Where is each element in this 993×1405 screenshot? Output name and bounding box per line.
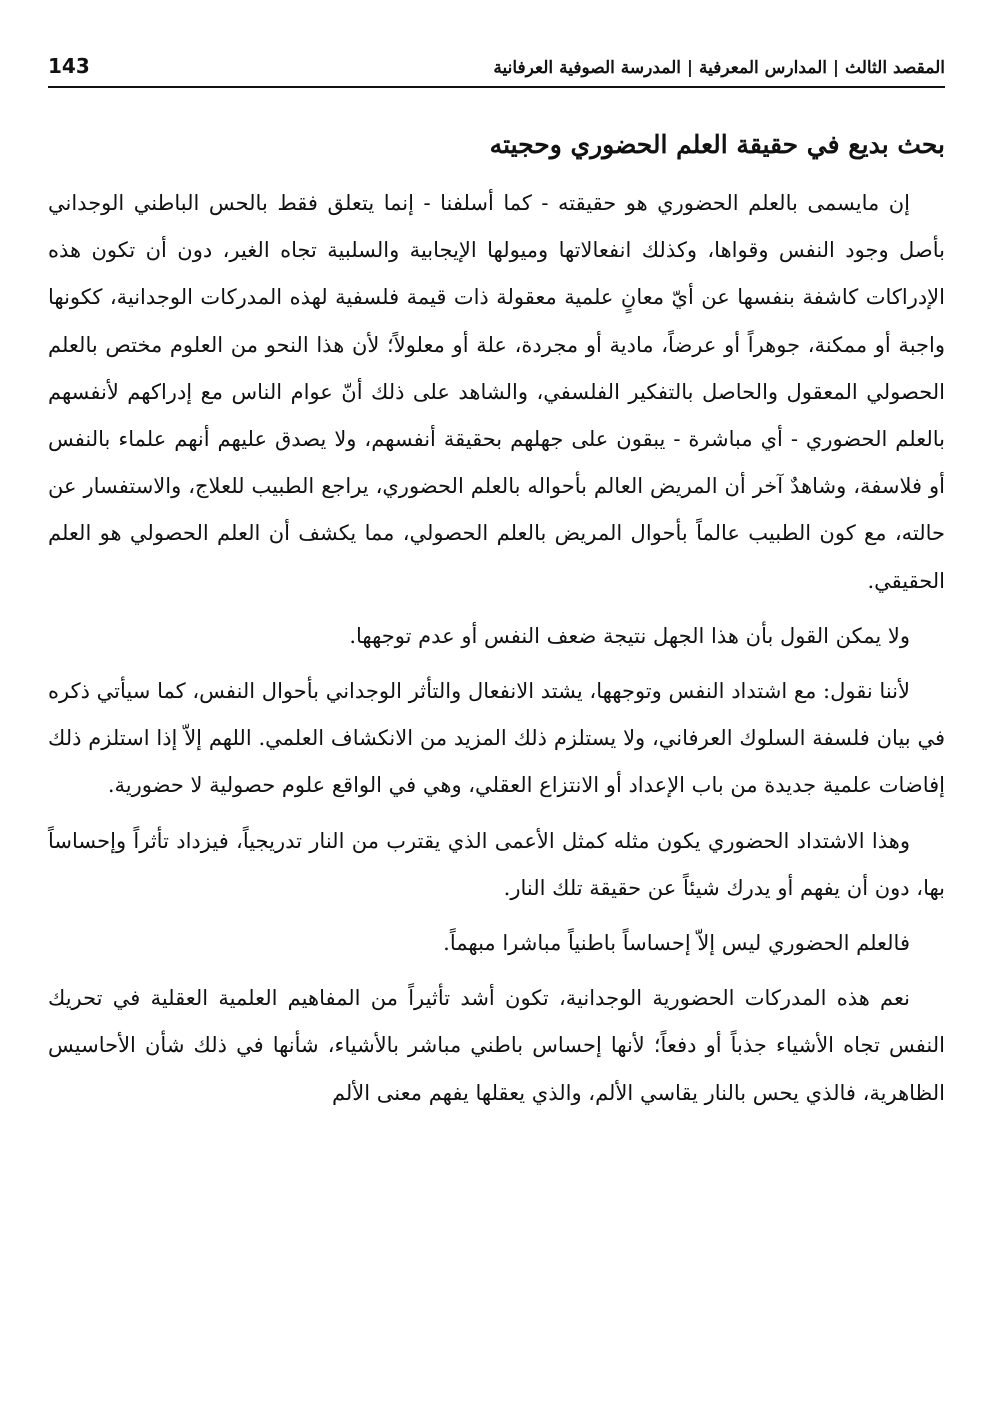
page-body [48, 118, 945, 1125]
paragraph-2: ولا يمكن القول بأن هذا الجهل نتيجة ضعف النفس أو عدم توجهها. [349, 623, 910, 648]
page-header [48, 40, 945, 84]
section-title: بحث بديع في حقيقة العلم الحضوري وحجيته [489, 130, 945, 159]
running-head: المقصد الثالث | المدارس المعرفية | المدرسة الصوفية العرفانية [493, 58, 945, 78]
paragraph-3: لأننا نقول: مع اشتداد النفس وتوجهها، يشتد الانفعال والتأثر الوجداني بأحوال النفس، كما سيأتي ذكره في بيان فلسفة السلوك العرفاني، ولا يستلزم ذلك المزيد من الانكشاف العلمي. اللهم إلاّ إذا استلزم ذلك إفاضات علمية جديدة من باب الإعداد أو الانتزاع العقلي، وهي في الواقع علوم حصولية لا حضورية. [48, 679, 945, 798]
paragraph-1: إن مايسمى بالعلم الحضوري هو حقيقته - كما أسلفنا - إنما يتعلق فقط بالحس الباطني الوجداني بأصل وجود النفس وقواها، وكذلك انفعالاتها وميولها الإيجابية والسلبية تجاه الغير، دون أن تكون هذه الإدراكات كاشفة بنفسها عن أيّ معانٍ علمية معقولة ذات قيمة فلسفية لهذه المدركات الوجدانية، ككونها واجبة أو ممكنة، جوهراً أو عرضاً، مادية أو مجردة، علة أو معلولاً؛ لأن هذا النحو من العلوم مختص بالعلم الحصولي المعقول والحاصل بالتفكير الفلسفي، والشاهد على ذلك أنّ عوام الناس مع إدراكهم لأنفسهم بالعلم الحضوري - أي مباشرة - يبقون على جهلهم بحقيقة أنفسهم، ولا يصدق عليهم أنهم علماء بالنفس أو فلاسفة، وشاهدٌ آخر أن المريض العالم بأحواله بالعلم الحضوري، يراجع الطبيب للعلاج، والاستفسار عن حالته، مع كون الطبيب عالماً بأحوال المريض بالعلم الحصولي، مما يكشف أن العلم الحصولي هو العلم الحقيقي. [48, 191, 945, 593]
paragraph-4: وهذا الاشتداد الحضوري يكون مثله كمثل الأعمى الذي يقترب من النار تدريجياً، فيزداد تأثراً وإحساساً بها، دون أن يفهم أو يدرك شيئاً عن حقيقة تلك النار. [48, 828, 945, 900]
header-rule [48, 86, 945, 88]
paragraph-5: فالعلم الحضوري ليس إلاّ إحساساً باطنياً مباشرا مبهماً. [443, 931, 910, 956]
paragraph-6: نعم هذه المدركات الحضورية الوجدانية، تكون أشد تأثيراً من المفاهيم العلمية العقلية في تحريك النفس تجاه الأشياء جذباً أو دفعاً؛ لأنها إحساس باطني مباشر بالأشياء، شأنها في ذلك شأن الأحاسيس الظاهرية، فالذي يحس بالنار يقاسي الألم، والذي يعقلها يفهم معنى الألم [48, 986, 945, 1105]
page-number: 143 [48, 54, 90, 78]
